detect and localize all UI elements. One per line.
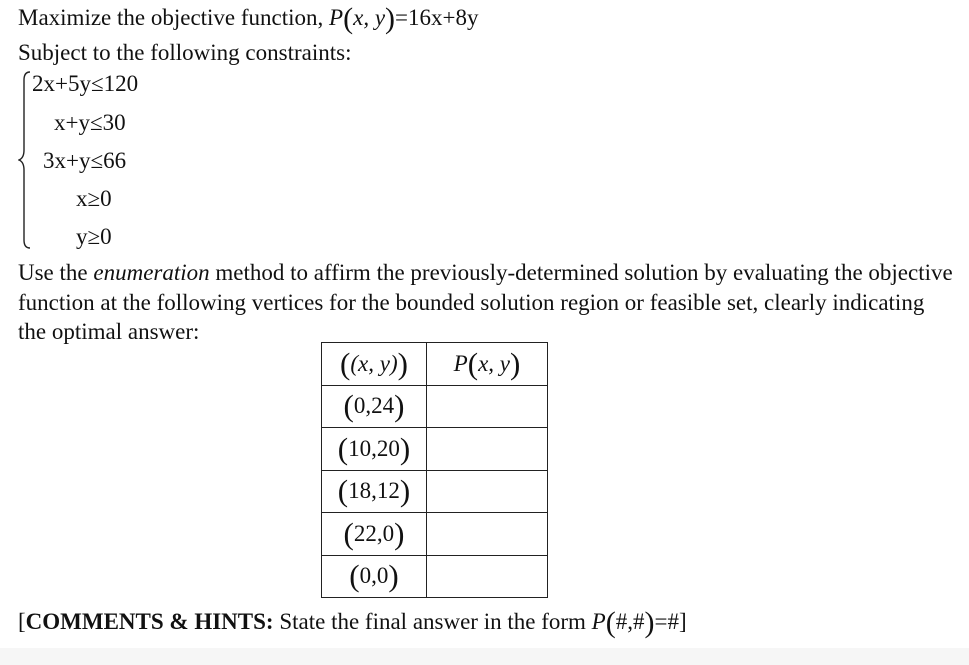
left-brace-icon [18,70,32,250]
constraint-4: x≥0 [76,186,112,211]
vertex-cell: (0,0) [322,555,427,598]
table-row [322,470,548,513]
instruction-paragraph: Use the enumeration method to affirm the previously-determined solution by evaluating the objective function at the following vertices for the bounded solution region or feasible set, clearly indicating the optimal answer: [18,260,953,344]
table-row [322,555,548,598]
constraint-1: 2x+5y≤120 [32,71,139,96]
value-cell[interactable] [427,428,548,471]
objective-expression: P(x, y)=16x+8y [329,2,479,35]
value-cell[interactable] [427,385,548,428]
constraint-2: x+y≤30 [54,110,126,135]
vertex-table [321,342,548,598]
vertex-cell: (18,12) [322,470,427,513]
table-header-row [322,343,548,386]
vertex-cell: (10,20) [322,428,427,471]
answer-form: P(#,#)=# [591,606,679,639]
table-row [322,385,548,428]
bottom-band [0,648,969,665]
subject-line: Subject to the following constraints: [18,40,352,65]
constraint-3: 3x+y≤66 [43,148,127,173]
value-cell[interactable] [427,555,548,598]
value-cell[interactable] [427,513,548,556]
enumeration-emphasis: enumeration [93,260,210,285]
header-vertex: ((x, y)) [322,343,427,386]
hints-label: COMMENTS & HINTS: [25,609,274,634]
table-row [322,513,548,556]
table-row [322,428,548,471]
header-objective: P(x, y) [427,343,548,386]
constraint-5: y≥0 [76,224,112,249]
vertex-cell: (0,24) [322,385,427,428]
vertex-cell: (22,0) [322,513,427,556]
objective-prefix: Maximize the objective function, [18,5,330,30]
objective-line [18,4,478,34]
hints-line: [COMMENTS & HINTS: State the final answer in the form P(#,#)=#] [18,606,687,639]
value-cell[interactable] [427,470,548,513]
